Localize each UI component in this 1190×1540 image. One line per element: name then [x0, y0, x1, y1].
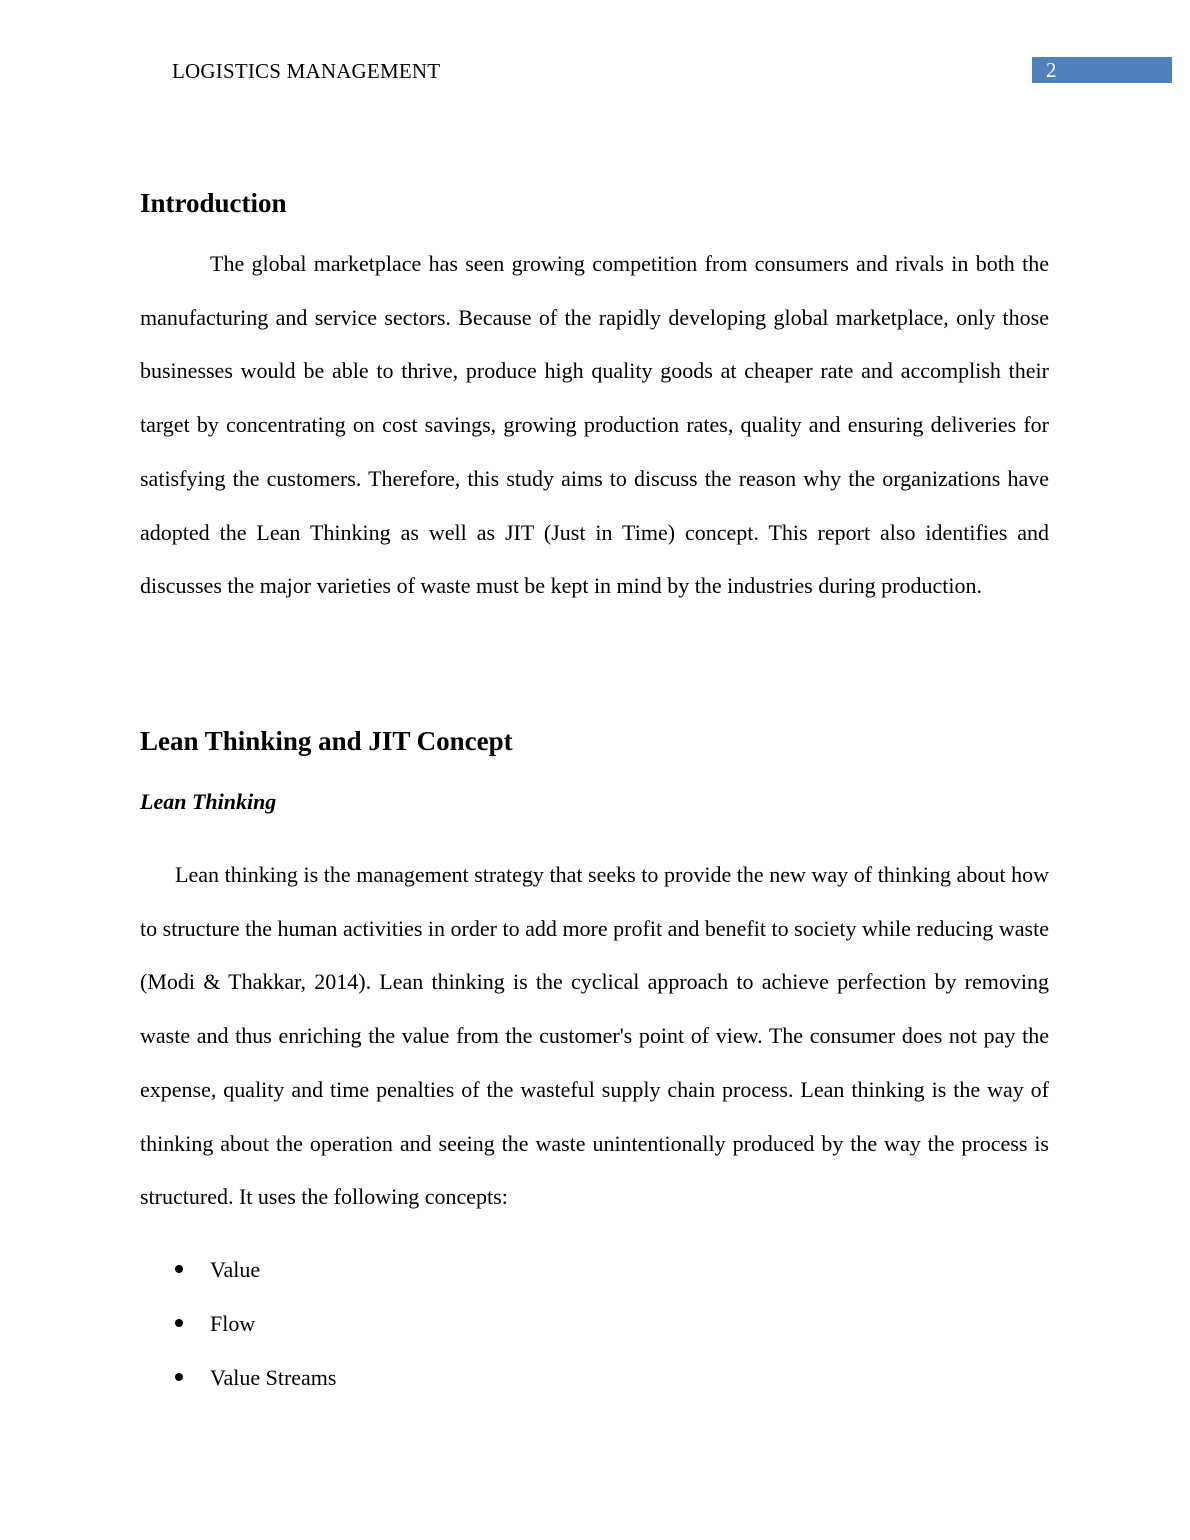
introduction-section-heading: [140, 186, 1049, 220]
list-item: [140, 1243, 336, 1297]
concept-list: [140, 1243, 336, 1405]
bullet-icon: [175, 1319, 183, 1327]
running-head-title: LOGISTICS MANAGEMENT: [172, 59, 441, 83]
lean-jit-heading: Lean Thinking and JIT Concept: [140, 726, 513, 756]
list-item: [140, 1297, 336, 1351]
concept-label: Value Streams: [210, 1365, 337, 1390]
lean-thinking-subsection: [140, 788, 1049, 816]
concept-label: Value: [210, 1257, 261, 1282]
introduction-paragraph: The global marketplace has seen growing competition from consumers and rivals in both the manufacturing and service sectors. Because of the rapidly developing global marketplace, only those businesses would be able to thrive, produce high quality goods at cheaper rate and accomplish their target by concentrating on cost savings, growing production rates, quality and ensuring deliveries for satisfying the customers. Therefore, this study aims to discuss the reason why the organizations have adopted the Lean Thinking as well as JIT (Just in Time) concept. This report also identifies and discusses the major varieties of waste must be kept in mind by the industries during production.: [140, 251, 1049, 599]
lean-thinking-body: [140, 848, 1049, 1224]
lean-section-heading: [140, 724, 1049, 758]
page-number-badge: [1032, 57, 1172, 83]
lean-thinking-paragraph: Lean thinking is the management strategy that seeks to provide the new way of thinking about how to structure the human activities in order to add more profit and benefit to society while reducing waste (Modi & Thakkar, 2014). Lean thinking is the cyclical approach to achieve perfection by removing waste and thus enriching the value from the customer's point of view. The consumer does not pay the expense, quality and time penalties of the wasteful supply chain process. Lean thinking is the way of thinking about the operation and seeing the waste unintentionally produced by the way the process is structured. It uses the following concepts:: [140, 862, 1049, 1210]
introduction-heading: Introduction: [140, 188, 287, 218]
bullet-icon: [175, 1265, 183, 1273]
lean-thinking-subheading: Lean Thinking: [140, 789, 277, 814]
introduction-body: [140, 237, 1049, 613]
page-number: 2: [1046, 58, 1057, 82]
bullet-icon: [175, 1373, 183, 1381]
list-item: [140, 1351, 336, 1405]
concept-label: Flow: [210, 1311, 256, 1336]
